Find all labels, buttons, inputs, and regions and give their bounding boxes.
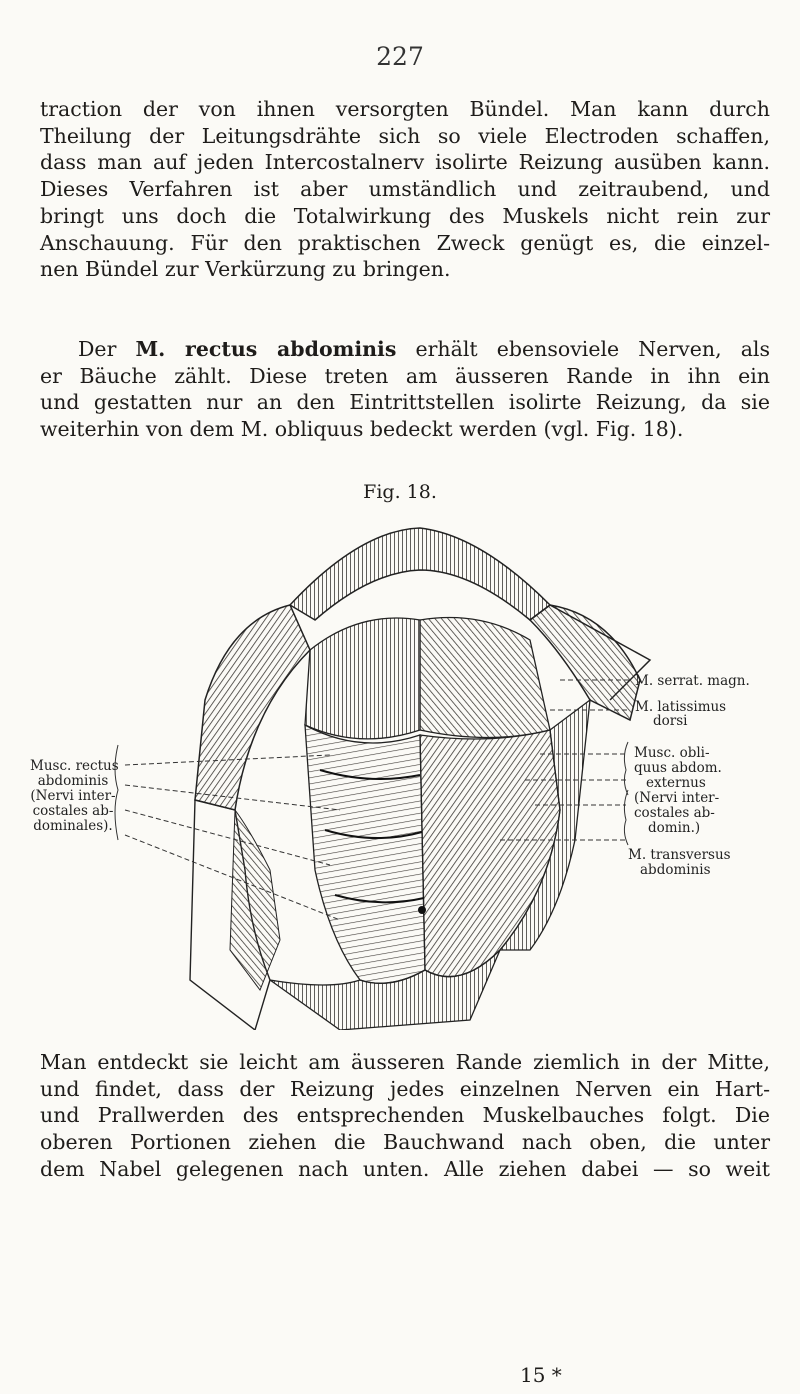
line-rest: erhält ebensoviele Nerven, als <box>396 337 770 361</box>
label-obliquus-6: domin.) <box>648 820 701 836</box>
text-line: bringt uns doch die Totalwirkung des Muskels nicht rein zur <box>40 203 770 228</box>
text-line: Anschauung. Für den praktischen Zweck genügt es, die einzel- <box>40 230 770 255</box>
paragraph-1 <box>40 96 770 283</box>
label-obliquus-1: Musc. obli- <box>634 745 710 761</box>
left-shoulder <box>195 605 310 810</box>
text-line: dass man auf jeden Intercostalnerv isolirte Reizung ausüben kann. <box>40 150 770 175</box>
chest-right <box>420 618 550 738</box>
obliquus-right <box>420 730 560 977</box>
text-line: Theilung der Leitungsdrähte sich so viele Electroden schaffen, <box>40 123 770 148</box>
label-rectus-1: Musc. rectus <box>30 758 119 774</box>
label-rectus-5: dominales). <box>33 818 113 834</box>
text-line: traction der von ihnen versorgten Bündel. Man kann durch <box>40 97 770 121</box>
rectus-abdominis-left <box>305 725 425 983</box>
text-line: Man entdeckt sie leicht am äusseren Rande ziemlich in der Mitte, <box>40 1050 770 1074</box>
anatomical-figure <box>30 510 790 1030</box>
umbilicus <box>418 906 426 914</box>
paragraph-3 <box>40 1049 770 1183</box>
label-obliquus-2: quus abdom. <box>634 760 722 776</box>
paragraph-2 <box>40 336 770 443</box>
label-rectus-4: costales ab- <box>32 803 114 819</box>
label-obliquus-3: externus <box>646 775 706 791</box>
label-bracket-obliquus-2 <box>624 790 628 845</box>
chest-left <box>305 618 420 739</box>
figure-caption: Fig. 18. <box>363 481 437 503</box>
label-transversus-1: M. transversus <box>628 847 731 863</box>
label-latissimus-2: dorsi <box>653 713 688 729</box>
text-line <box>40 336 770 363</box>
text-line: und Prallwerden des entsprechenden Muskelbauches folgt. Die <box>40 1103 770 1128</box>
text-line: er Bäuche zählt. Diese treten am äusseren Rande in ihn ein <box>40 363 770 388</box>
label-serratus: M. serrat. magn. <box>635 673 750 689</box>
lead-word: Der <box>78 337 136 361</box>
page-number: 227 <box>376 42 424 71</box>
label-latissimus-1: M. latissimus <box>635 699 727 715</box>
label-transversus-2: abdominis <box>640 862 711 878</box>
label-rectus-3: (Nervi inter- <box>30 788 116 804</box>
right-shoulder <box>530 605 640 720</box>
neck-region <box>290 528 550 620</box>
text-line: und findet, dass der Reizung jedes einzelnen Nerven ein Hart- <box>40 1076 770 1101</box>
label-bracket-obliquus <box>624 742 628 795</box>
label-obliquus-5: costales ab- <box>634 805 715 821</box>
text-line: Dieses Verfahren ist aber umständlich und zeitraubend, und <box>40 177 770 202</box>
label-obliquus-4: (Nervi inter- <box>634 790 720 806</box>
label-rectus-2: abdominis <box>37 773 109 789</box>
text-line: weiterhin von dem M. obliquus bedeckt werden (vgl. Fig. 18). <box>40 417 684 442</box>
text-line: und gestatten nur an den Eintrittstellen isolirte Reizung, da sie <box>40 390 770 415</box>
text-line: oberen Portionen ziehen die Bauchwand nach oben, die unter <box>40 1130 770 1155</box>
muscle-term: M. rectus abdominis <box>135 337 397 361</box>
left-flank-hatch <box>230 810 280 990</box>
signature-mark: 15 * <box>520 1363 562 1387</box>
text-line: nen Bündel zur Verkürzung zu bringen. <box>40 257 451 282</box>
text-line: dem Nabel gelegenen nach unten. Alle ziehen dabei — so weit <box>40 1156 770 1181</box>
